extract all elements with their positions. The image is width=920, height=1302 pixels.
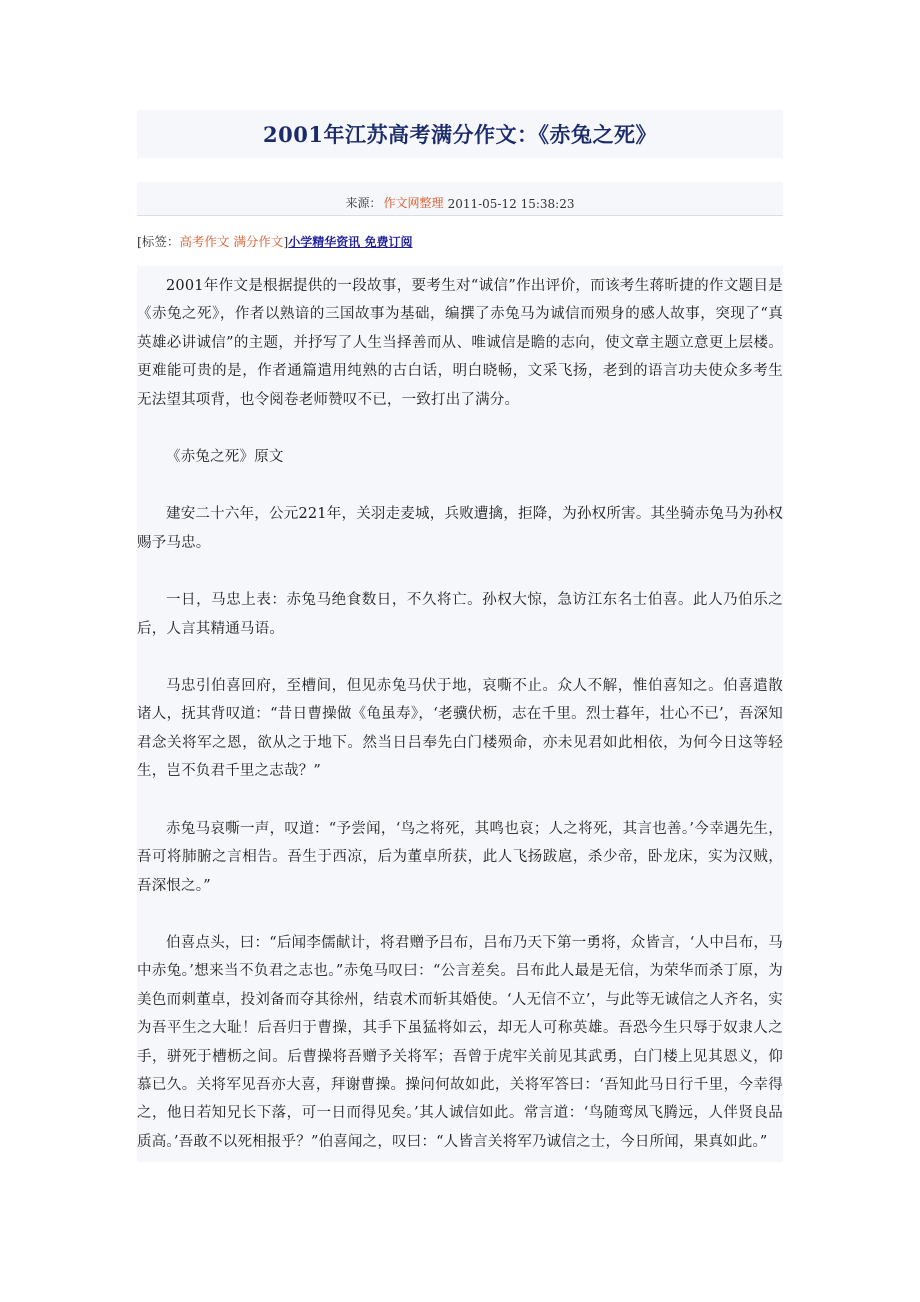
- article-body: [137, 266, 783, 1162]
- tag-link-manfen[interactable]: 满分作文: [233, 234, 284, 249]
- paragraph-subtitle: 《赤兔之死》原文: [166, 449, 284, 466]
- paragraph-intro: 2001年作文是根据提供的一段故事，要考生对“诚信”作出评价，而该考生蒋昕捷的作文题目是《赤兔之死》，作者以熟谙的三国故事为基础，编撰了赤兔马为诚信而殒身的感人故事，突现了“真英雄必讲诚信”的主题，并抒写了人生当择善而从、唯诚信是瞻的志向，使文章主题立意更上层楼。更难能可贵的是，作者通篇遣用纯熟的古白话，明白晓畅，文采飞扬，老到的语言功夫使众多考生无法望其项背，也令阅卷老师赞叹不已，一致打出了满分。: [137, 278, 783, 408]
- subscribe-link[interactable]: 小学精华资讯 免费订阅: [288, 235, 413, 249]
- paragraph: 赤兔马哀嘶一声，叹道：“予尝闻，‘鸟之将死，其鸣也哀；人之将死，其言也善。’今幸遇先生，吾可将肺腑之言相告。吾生于西凉，后为董卓所获，此人飞扬跋扈，杀少帝，卧龙床，实为汉贼，吾深恨之。”: [137, 820, 783, 894]
- paragraph: 建安二十六年，公元221年，关羽走麦城，兵败遭擒，拒降，为孙权所害。其坐骑赤兔马为孙权赐予马忠。: [137, 506, 783, 551]
- article-meta: [137, 182, 783, 216]
- paragraph: 伯喜点头，曰：“后闻李儒献计，将君赠予吕布，吕布乃天下第一勇将，众皆言，‘人中吕布，马中赤兔。’想来当不负君之志也。”赤兔马叹曰：“公言差矣。吕布此人最是无信，为荣华而杀丁原，为美色而刺董卓，投刘备而夺其徐州，结袁术而斩其婚使。‘人无信不立’，与此等无诚信之人齐名，实为吾平生之大耻！后吾归于曹操，其手下虽猛将如云，却无人可称英雄。吾恐今生只辱于奴隶人之手，骈死于槽枥之间。后曹操将吾赠予关将军；吾曾于虎牢关前见其武勇，白门楼上见其恩义，仰慕已久。关将军见吾亦大喜，拜谢曹操。操问何故如此，关将军答曰：‘吾知此马日行千里，今幸得之，他日若知兄长下落，可一日而得见矣。’其人诚信如此。常言道：‘鸟随鸾凤飞腾远，人伴贤良品质高。’吾敢不以死相报乎？”伯喜闻之，叹曰：“人皆言关将军乃诚信之士，今日所闻，果真如此。”: [137, 934, 783, 1150]
- source-label: 来源：: [345, 196, 382, 210]
- tag-prefix: [标签：: [137, 234, 180, 249]
- paragraph: 一日，马忠上表：赤兔马绝食数日，不久将亡。孙权大惊，急访江东名士伯喜。此人乃伯乐之后，人言其精通马语。: [137, 592, 783, 637]
- tag-suffix: ]: [283, 234, 289, 249]
- tag-line: [137, 232, 783, 252]
- source-link[interactable]: 作文网整理: [383, 196, 444, 210]
- article-page: [137, 110, 783, 1162]
- tag-link-gaokao[interactable]: 高考作文: [179, 234, 230, 249]
- title-bar: [137, 110, 783, 158]
- paragraph: 马忠引伯喜回府，至槽间，但见赤兔马伏于地，哀嘶不止。众人不解，惟伯喜知之。伯喜遣散诸人，抚其背叹道：“昔日曹操做《龟虽寿》，‘老骥伏枥，志在千里。烈士暮年，壮心不已’，吾深知君念关将军之恩，欲从之于地下。然当日吕奉先白门楼殒命，亦未见君如此相依，为何今日这等轻生，岂不负君千里之志哉？”: [137, 678, 783, 780]
- article-title: 2001年江苏高考满分作文：《赤兔之死》: [263, 122, 657, 147]
- publish-datetime: 2011-05-12 15:38:23: [447, 197, 575, 211]
